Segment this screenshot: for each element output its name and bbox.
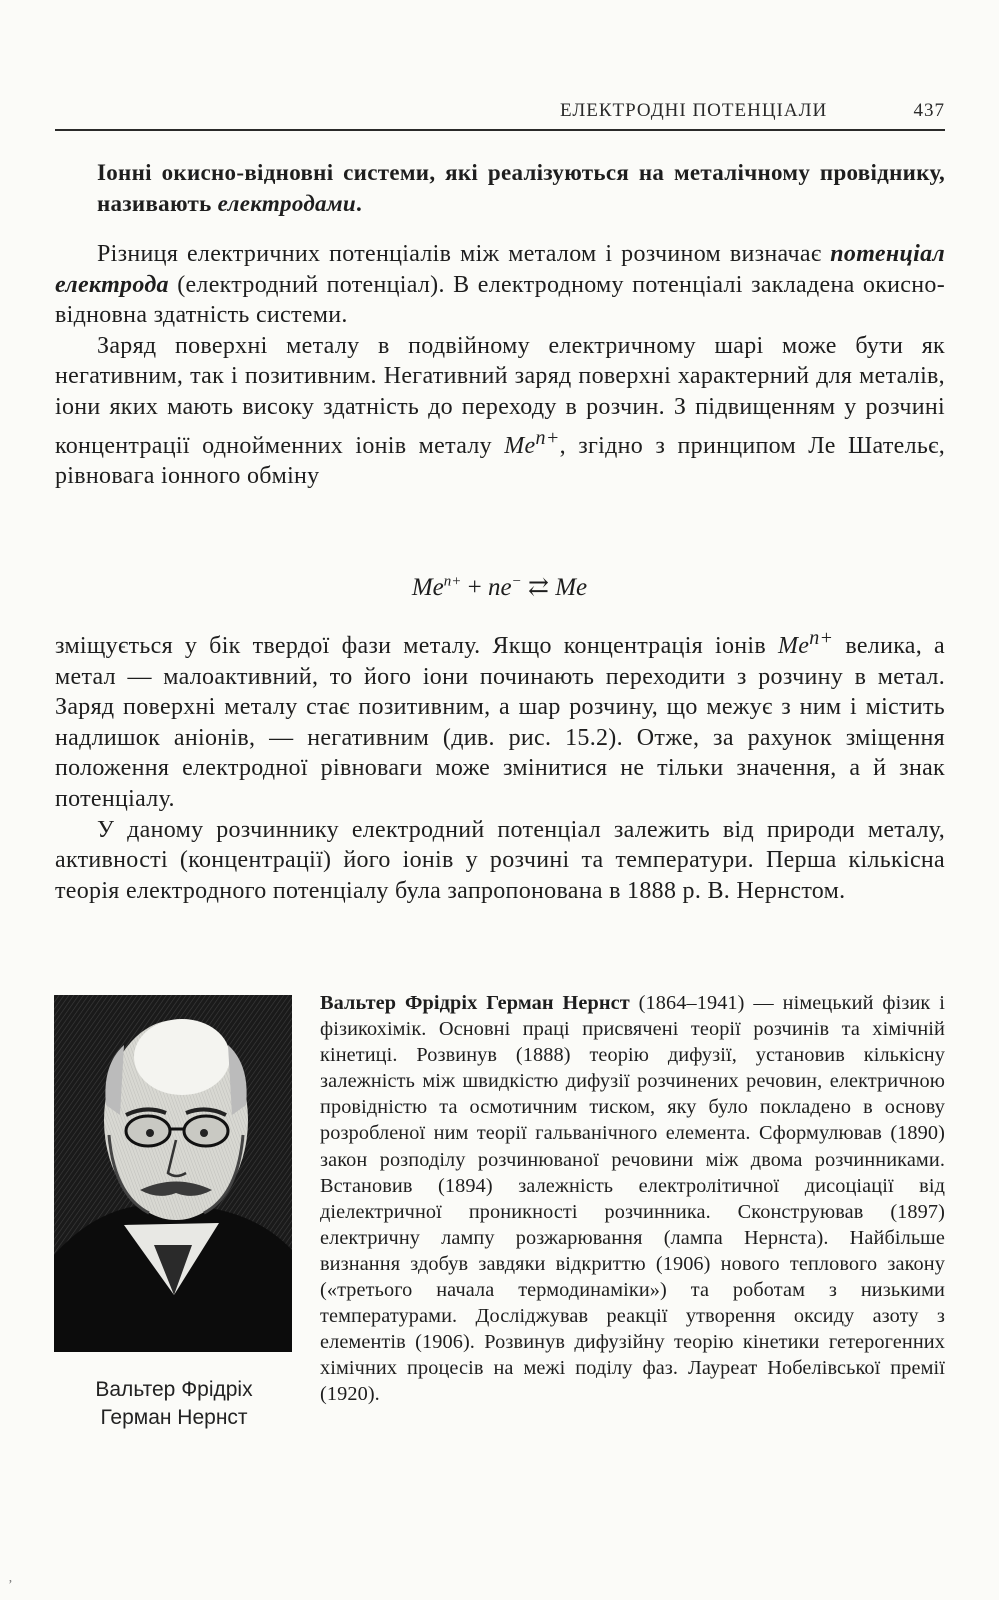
body-text-upper <box>55 239 945 492</box>
definition-block <box>97 158 945 219</box>
paragraph-1: Різниця електричних потенціалів між металом і розчином визначає потенціал електрода (електродний потенціал). В електродному потенціалі закладена окисно-відновна здатність системи. <box>55 241 945 329</box>
caption-line-1: Вальтер Фрідріх <box>95 1378 253 1401</box>
paragraph-2: Заряд поверхні металу в подвійному електричному шарі може бути як негативним, так і позитивним. Негативний заряд поверхні характерний для металів, іони яких мають високу здатність до переходу в розчин. З підвищенням у розчині концентрації однойменних іонів металу $Me^{n+}$, згідно з принципом Ле Шательє, рівновага іонного обміну <box>55 332 945 490</box>
paragraph-3: зміщується у бік твердої фази металу. Якщо концентрація іонів $Me^{n+}$ велика, а метал — малоактивний, то його іони починають переходити з розчину в метал. Заряд поверхні металу стає позитивним, а шар розчину, що межує з ним і містить надлишок аніонів, — негативним (див. рис. 15.2). Отже, за рахунок зміщення положення електродної рівноваги може змінитися не тільки значення, а й знак потенціалу. <box>55 627 946 812</box>
portrait-image <box>54 995 292 1352</box>
term-electrodes: електродами <box>217 190 357 216</box>
header-rule <box>55 129 945 131</box>
corner-mark: ʼ <box>8 1578 13 1593</box>
equilibrium-formula: $Me^{n+} + ne^-$ ⇄ Me <box>411 573 588 601</box>
biography-name: Вальтер Фрідріх Герман Нернст <box>320 992 630 1014</box>
caption-line-2: Герман Нернст <box>100 1406 248 1429</box>
portrait-caption <box>54 1376 294 1432</box>
biography-block <box>320 990 945 1408</box>
ion-symbol: Me <box>504 432 536 459</box>
definition-text: Іонні окисно-відновні системи, які реалізуються на металічному провіднику, називають електродами. <box>97 160 945 216</box>
paragraph-4: У даному розчиннику електродний потенціал залежить від природи металу, активності (концентрації) його іонів у розчині та температури. Перша кількісна теорія електродного потенціалу була запропонована в 1888 р. В. Нернстом. <box>55 816 945 904</box>
header-title: ЕЛЕКТРОДНІ ПОТЕНЦІАЛИ <box>560 100 828 121</box>
term-electrode-potential: потенціал електрода <box>55 241 945 298</box>
running-header <box>560 100 945 122</box>
biography-text: Вальтер Фрідріх Герман Нернст (1864–1941) — німецький фізик і фізикохімік. Основні праці присвячені теорії розчинів та хімічній кінетиці. Розвинув (1888) теорію дифузії, установив кількісну залежність між швидкістю дифузії розчинених речовин, електричною провідністю та осмотичним тиском, яку було покладено в основу розробленої ним теорії гальванічного елемента. Сформулював (1890) закон розподілу розчинюваної речовини між двома розчинниками. Встановив (1894) залежність електролітичної дисоціації від діелектричної проникності розчинника. Сконструював (1897) електричну лампу розжарювання (лампа Нернста). Найбільше визнання здобув завдяки відкриттю (1906) нового теплового закону («третього начала термодинаміки») та роботам з низькими температурами. Досліджував реакції утворення оксиду азоту з елементів (1906). Розвинув дифузійну теорію кінетики гетерогенних хімічних процесів на межі поділу фаз. Лауреат Нобелівської премії (1920). <box>320 992 945 1406</box>
body-text-lower <box>55 623 945 906</box>
page-number: 437 <box>913 100 945 121</box>
